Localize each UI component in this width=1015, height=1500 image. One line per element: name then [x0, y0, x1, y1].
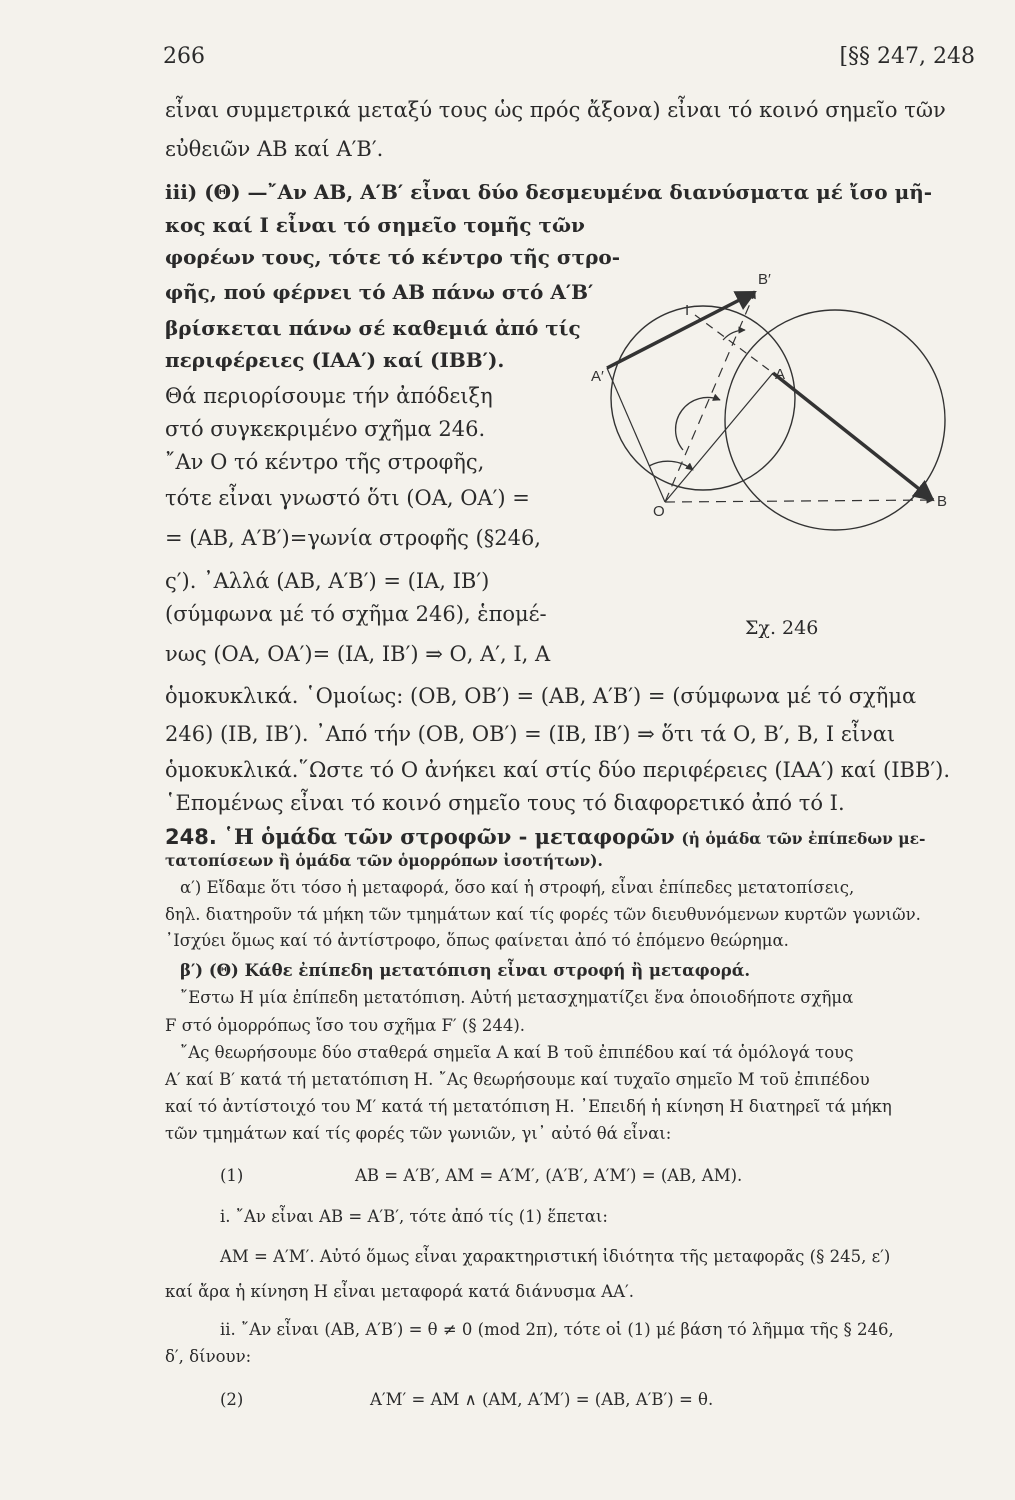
angle-arc-inner — [676, 397, 720, 450]
dashed-IA — [695, 315, 773, 373]
text-line: 246) (ΙΒ, ΙΒ′). ᾿Από τήν (ΟΒ, ΟΒ′) = (ΙΒ, ΙΒ′) ⇒ ὅτι τά Ο, Β′, Β, Ι εἶναι — [165, 722, 896, 746]
text-line: τότε εἶναι γνωστό ὅτι (ΟΑ, ΟΑ′) = — [165, 486, 530, 510]
label-I: I — [685, 302, 690, 319]
text-line: εὐθειῶν ΑΒ καί Α′Β′. — [165, 137, 384, 161]
section-subtitle: (ἡ ὁμάδα τῶν ἐπίπεδων με- — [681, 829, 926, 848]
text-line: ῾Επομένως εἶναι τό κοινό σημεῖο τους τό διαφορετικό ἀπό τό Ι. — [165, 791, 845, 815]
label-B: B — [937, 493, 948, 510]
text-line: ς′). ᾿Αλλά (ΑΒ, Α′Β′) = (ΙΑ, ΙΒ′) — [165, 569, 490, 593]
theorem-line: φορέων τους, τότε τό κέντρο τῆς στρο- — [165, 245, 621, 269]
text-line: νως (ΟΑ, ΟΑ′)= (ΙΑ, ΙΒ′) ⇒ Ο, Α′, Ι, Α — [165, 642, 551, 666]
section-subtitle-cont: τατοπίσεων ἢ ὁμάδα τῶν ὁμορρόπων ἰσοτήτων). — [165, 851, 603, 870]
equation-label: (1) — [220, 1166, 244, 1185]
text-line: ᾿Ισχύει ὅμως καί τό ἀντίστροφο, ὅπως φαίνεται ἀπό τό ἑπόμενο θεώρημα. — [165, 931, 789, 950]
page-number: 266 — [163, 44, 205, 69]
text-line: στό συγκεκριμένο σχῆμα 246. — [165, 417, 486, 441]
text-line: ὁμοκυκλικά.῞Ωστε τό Ο ἀνήκει καί στίς δύο περιφέρειες (ΙΑΑ′) καί (ΙΒΒ′). — [165, 758, 951, 782]
theorem-line: β′) (Θ) Κάθε ἐπίπεδη μετατόπιση εἶναι στροφή ἢ μεταφορά. — [180, 961, 751, 980]
angle-arc-top — [723, 330, 745, 340]
text-line: ΑΜ = Α′Μ′. Αὐτό ὅμως εἶναι χαρακτηριστική ἰδιότητα τῆς μεταφορᾶς (§ 245, ε′) — [220, 1247, 891, 1266]
text-line: τῶν τμημάτων καί τίς φορές τῶν γωνιῶν, γι᾿ αὐτό θά εἶναι: — [165, 1124, 672, 1143]
text-line: (σύμφωνα μέ τό σχῆμα 246), ἑπομέ- — [165, 602, 547, 626]
text-line: δηλ. διατηροῦν τά μήκη τῶν τμημάτων καί τίς φορές τῶν διευθυνόμενων κυρτῶν γωνιῶν. — [165, 905, 921, 924]
equation-label: (2) — [220, 1390, 244, 1409]
text-line: καί ἄρα ἡ κίνηση Η εἶναι μεταφορά κατά διάνυσμα ΑΑ′. — [165, 1282, 635, 1301]
section-title: ῾Η ὁμάδα τῶν στροφῶν - μεταφορῶν — [223, 824, 675, 849]
text-line: καί τό ἀντίστοιχό του Μ′ κατά τή μετατόπιση Η. ᾿Επειδή ἡ κίνηση Η διατηρεῖ τά μήκη — [165, 1097, 892, 1116]
vector-A-prime-B-prime — [607, 292, 755, 368]
text-line: α′) Εἴδαμε ὅτι τόσο ἡ μεταφορά, ὅσο καί ἡ στροφή, εἶναι ἐπίπεδες μετατοπίσεις, — [180, 878, 855, 897]
label-B-prime: B′ — [758, 271, 771, 288]
angle-arc-outer — [649, 461, 693, 470]
theorem-line: φῆς, πού φέρνει τό ΑΒ πάνω στό Α′Β′ — [165, 280, 594, 304]
label-A-prime: A′ — [591, 368, 604, 385]
text-line: Θά περιορίσουμε τήν ἀπόδειξη — [165, 384, 493, 408]
theorem-line: περιφέρειες (ΙΑΑ′) καί (ΙΒΒ′). — [165, 348, 505, 372]
text-line: ii. ῎Αν εἶναι (ΑΒ, Α′Β′) = θ ≠ 0 (mod 2π), τότε οἱ (1) μέ βάση τό λῆμμα τῆς § 246, — [220, 1320, 894, 1339]
text-line: ῎Αν Ο τό κέντρο τῆς στροφῆς, — [165, 450, 485, 474]
equation-1: ΑΒ = Α′Β′, ΑΜ = Α′Μ′, (Α′Β′, Α′Μ′) = (ΑΒ, ΑΜ). — [355, 1166, 743, 1185]
figure-246 — [575, 270, 975, 560]
theorem-line: βρίσκεται πάνω σέ καθεμιά ἀπό τίς — [165, 316, 581, 340]
label-A: A — [775, 366, 786, 383]
section-248-heading — [165, 826, 925, 848]
figure-caption: Σχ. 246 — [745, 617, 819, 639]
text-line: δ′, δίνουν: — [165, 1347, 252, 1366]
line-OA-prime — [607, 368, 665, 502]
text-line: Α′ καί Β′ κατά τή μετατόπιση Η. ῎Ας θεωρήσουμε καί τυχαῖο σημεῖο Μ τοῦ ἐπιπέδου — [165, 1070, 870, 1089]
theorem-line: κος καί Ι εἶναι τό σημεῖο τομῆς τῶν — [165, 213, 585, 237]
text-line: εἶναι συμμετρικά μεταξύ τους ὡς πρός ἄξονα) εἶναι τό κοινό σημεῖο τῶν — [165, 98, 946, 122]
label-O: O — [653, 503, 665, 520]
text-line: ῎Εστω Η μία ἐπίπεδη μετατόπιση. Αὐτή μετασχηματίζει ἕνα ὁποιοδήποτε σχῆμα — [180, 988, 854, 1007]
theorem-line: iii) (Θ) —῎Αν ΑΒ, Α′Β′ εἶναι δύο δεσμευμένα διανύσματα μέ ἴσο μῆ- — [165, 180, 933, 204]
line-OA — [665, 373, 773, 502]
text-line: = (ΑΒ, Α′Β′)=γωνία στροφῆς (§246, — [165, 526, 541, 550]
dashed-OB — [665, 500, 933, 502]
text-line: ῎Ας θεωρήσουμε δύο σταθερά σημεῖα Α καί Β τοῦ ἐπιπέδου καί τά ὁμόλογά τους — [180, 1043, 854, 1062]
section-number: 248. — [165, 825, 217, 849]
text-line: F στό ὁμορρόπως ἴσο του σχῆμα F′ (§ 244). — [165, 1016, 526, 1035]
text-line: i. ῎Αν εἶναι ΑΒ = Α′Β′, τότε ἀπό τίς (1) ἕπεται: — [220, 1207, 608, 1226]
section-reference: [§§ 247, 248 — [839, 44, 975, 69]
text-line: ὁμοκυκλικά. ῾Ομοίως: (ΟΒ, ΟΒ′) = (ΑΒ, Α′Β′) = (σύμφωνα μέ τό σχῆμα — [165, 684, 917, 708]
vector-AB — [773, 373, 933, 500]
equation-2: Α′Μ′ = ΑΜ ∧ (ΑΜ, Α′Μ′) = (ΑΒ, Α′Β′) = θ. — [370, 1390, 714, 1409]
